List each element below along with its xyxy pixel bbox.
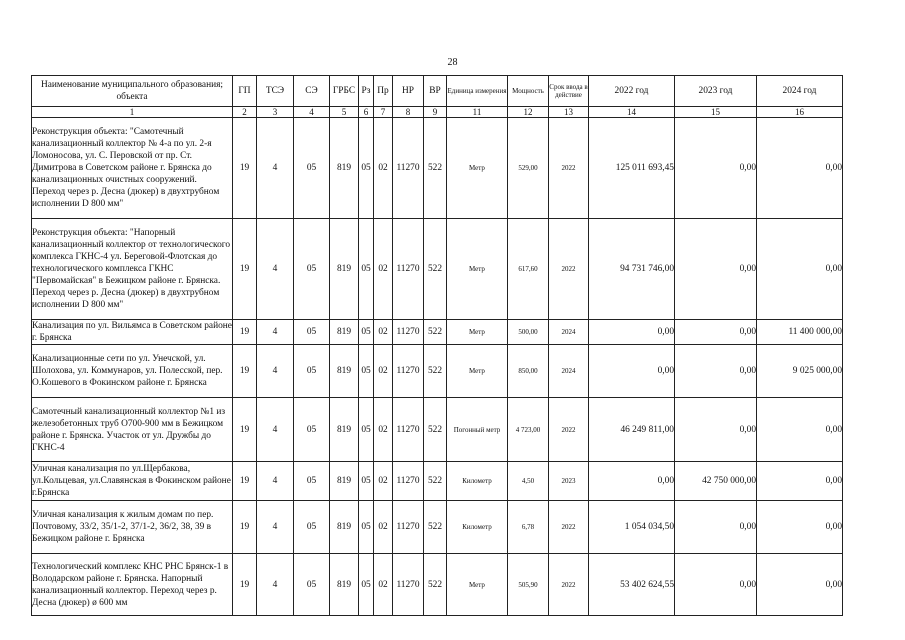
row-nr: 11270 <box>393 462 424 501</box>
table-row <box>32 345 843 398</box>
row-name: Самотечный канализационный коллектор №1 из железобетонных труб О700-900 мм в Бежицком районе г. Брянска. Участок от ул. Дружбы до ГКНС-4 <box>32 398 233 462</box>
col-header-gp: ГП <box>233 76 257 107</box>
row-grbs: 819 <box>330 462 359 501</box>
budget-table <box>31 75 843 616</box>
row-unit: Погонный метр <box>447 398 508 462</box>
column-number: 9 <box>424 107 447 118</box>
column-number: 4 <box>294 107 330 118</box>
column-number: 7 <box>374 107 393 118</box>
row-2024: 0,00 <box>757 554 843 616</box>
row-2023: 0,00 <box>675 219 757 320</box>
col-header-nr: НР <box>393 76 424 107</box>
row-unit: Километр <box>447 462 508 501</box>
col-header-pr: Пр <box>374 76 393 107</box>
row-2022: 0,00 <box>589 345 675 398</box>
row-grbs: 819 <box>330 554 359 616</box>
row-power: 850,00 <box>508 345 549 398</box>
row-grbs: 819 <box>330 118 359 219</box>
row-se: 05 <box>294 320 330 345</box>
row-tse: 4 <box>257 320 294 345</box>
row-2024: 9 025 000,00 <box>757 345 843 398</box>
column-number: 11 <box>447 107 508 118</box>
row-2024: 0,00 <box>757 462 843 501</box>
row-vr: 522 <box>424 554 447 616</box>
row-unit: Метр <box>447 219 508 320</box>
row-tse: 4 <box>257 501 294 554</box>
column-number: 5 <box>330 107 359 118</box>
column-number: 14 <box>589 107 675 118</box>
row-2022: 125 011 693,45 <box>589 118 675 219</box>
row-tse: 4 <box>257 398 294 462</box>
row-tse: 4 <box>257 118 294 219</box>
column-number-row <box>32 107 843 118</box>
table-row <box>32 554 843 616</box>
row-gp: 19 <box>233 501 257 554</box>
row-2024: 0,00 <box>757 118 843 219</box>
row-unit: Километр <box>447 501 508 554</box>
header-row <box>32 76 843 107</box>
row-2023: 42 750 000,00 <box>675 462 757 501</box>
row-gp: 19 <box>233 345 257 398</box>
column-number: 2 <box>233 107 257 118</box>
row-term: 2022 <box>549 118 589 219</box>
row-pr: 02 <box>374 345 393 398</box>
row-2023: 0,00 <box>675 320 757 345</box>
row-vr: 522 <box>424 462 447 501</box>
row-power: 500,00 <box>508 320 549 345</box>
row-vr: 522 <box>424 398 447 462</box>
row-rz: 05 <box>359 345 374 398</box>
row-power: 4,50 <box>508 462 549 501</box>
col-header-unit: Единица измерения <box>447 76 508 107</box>
table-row <box>32 320 843 345</box>
table-row <box>32 398 843 462</box>
row-se: 05 <box>294 219 330 320</box>
col-header-2024: 2024 год <box>757 76 843 107</box>
row-se: 05 <box>294 554 330 616</box>
column-number: 13 <box>549 107 589 118</box>
row-se: 05 <box>294 501 330 554</box>
column-number: 8 <box>393 107 424 118</box>
row-nr: 11270 <box>393 501 424 554</box>
row-unit: Метр <box>447 118 508 219</box>
row-vr: 522 <box>424 219 447 320</box>
row-name: Реконструкция объекта: "Напорный канализационный коллектор от технологического комплекса ГКНС-4 ул. Береговой-Флотская до технологического комплекса ГКНС "Первомайская" в Бежицком районе г. Брянска. Переход через р. Десна (дюкер) в двухтрубном исполнении D 800 мм" <box>32 219 233 320</box>
table-row <box>32 118 843 219</box>
col-header-se: СЭ <box>294 76 330 107</box>
row-term: 2022 <box>549 219 589 320</box>
row-vr: 522 <box>424 501 447 554</box>
col-header-2023: 2023 год <box>675 76 757 107</box>
row-2023: 0,00 <box>675 501 757 554</box>
table-row <box>32 501 843 554</box>
col-header-grbs: ГРБС <box>330 76 359 107</box>
row-nr: 11270 <box>393 219 424 320</box>
row-term: 2024 <box>549 320 589 345</box>
col-header-vr: ВР <box>424 76 447 107</box>
row-name: Уличная канализация по ул.Щербакова, ул.Кольцевая, ул.Славянская в Фокинском районе г.Брянска <box>32 462 233 501</box>
col-header-term: Срок ввода в действие <box>549 76 589 107</box>
row-vr: 522 <box>424 320 447 345</box>
row-term: 2022 <box>549 398 589 462</box>
row-rz: 05 <box>359 118 374 219</box>
row-se: 05 <box>294 398 330 462</box>
row-term: 2023 <box>549 462 589 501</box>
row-power: 6,78 <box>508 501 549 554</box>
column-number: 15 <box>675 107 757 118</box>
row-rz: 05 <box>359 501 374 554</box>
col-header-2022: 2022 год <box>589 76 675 107</box>
row-2024: 0,00 <box>757 501 843 554</box>
row-pr: 02 <box>374 219 393 320</box>
column-number: 12 <box>508 107 549 118</box>
row-tse: 4 <box>257 462 294 501</box>
row-se: 05 <box>294 462 330 501</box>
column-number: 6 <box>359 107 374 118</box>
row-2023: 0,00 <box>675 345 757 398</box>
row-gp: 19 <box>233 398 257 462</box>
row-tse: 4 <box>257 219 294 320</box>
row-nr: 11270 <box>393 320 424 345</box>
row-gp: 19 <box>233 219 257 320</box>
row-pr: 02 <box>374 462 393 501</box>
row-name: Реконструкция объекта: "Самотечный канализационный коллектор № 4-а по ул. 2-я Ломоносова, ул. С. Перовской от пр. Ст. Димитрова в Советском районе г. Брянска до канализационных очистных сооружений. Переход через р. Десна (дюкер) в двухтрубном исполнении D 800 мм" <box>32 118 233 219</box>
row-2023: 0,00 <box>675 118 757 219</box>
row-grbs: 819 <box>330 398 359 462</box>
row-grbs: 819 <box>330 345 359 398</box>
row-pr: 02 <box>374 118 393 219</box>
row-rz: 05 <box>359 462 374 501</box>
column-number: 3 <box>257 107 294 118</box>
row-grbs: 819 <box>330 219 359 320</box>
row-rz: 05 <box>359 320 374 345</box>
row-nr: 11270 <box>393 118 424 219</box>
row-2024: 11 400 000,00 <box>757 320 843 345</box>
row-2022: 1 054 034,50 <box>589 501 675 554</box>
row-tse: 4 <box>257 345 294 398</box>
row-power: 529,00 <box>508 118 549 219</box>
col-header-power: Мощность <box>508 76 549 107</box>
row-power: 4 723,00 <box>508 398 549 462</box>
table-row <box>32 462 843 501</box>
row-name: Канализационные сети по ул. Унечской, ул. Шолохова, ул. Коммунаров, ул. Полесской, пер. О.Кошевого в Фокинском районе г. Брянска <box>32 345 233 398</box>
row-unit: Метр <box>447 554 508 616</box>
row-se: 05 <box>294 118 330 219</box>
row-pr: 02 <box>374 501 393 554</box>
row-2022: 94 731 746,00 <box>589 219 675 320</box>
row-name: Технологический комплекс КНС РНС Брянск-1 в Володарском районе г. Брянска. Напорный канализационный коллектор. Переход через р. Десна (дюкер) ø 600 мм <box>32 554 233 616</box>
row-se: 05 <box>294 345 330 398</box>
column-number: 16 <box>757 107 843 118</box>
row-rz: 05 <box>359 398 374 462</box>
row-rz: 05 <box>359 219 374 320</box>
row-gp: 19 <box>233 320 257 345</box>
col-header-name: Наименование муниципального образования; объекта <box>32 76 233 107</box>
row-2024: 0,00 <box>757 219 843 320</box>
row-2023: 0,00 <box>675 554 757 616</box>
row-nr: 11270 <box>393 345 424 398</box>
row-gp: 19 <box>233 554 257 616</box>
row-gp: 19 <box>233 462 257 501</box>
row-term: 2022 <box>549 554 589 616</box>
row-2022: 53 402 624,55 <box>589 554 675 616</box>
row-grbs: 819 <box>330 320 359 345</box>
row-term: 2022 <box>549 501 589 554</box>
row-2022: 0,00 <box>589 320 675 345</box>
row-2024: 0,00 <box>757 398 843 462</box>
row-vr: 522 <box>424 118 447 219</box>
row-name: Канализация по ул. Вильямса в Советском районе г. Брянска <box>32 321 232 343</box>
row-power: 617,60 <box>508 219 549 320</box>
row-unit: Метр <box>447 345 508 398</box>
col-header-tse: ТСЭ <box>257 76 294 107</box>
col-header-rz: Рз <box>359 76 374 107</box>
row-pr: 02 <box>374 554 393 616</box>
row-nr: 11270 <box>393 398 424 462</box>
row-pr: 02 <box>374 398 393 462</box>
row-unit: Метр <box>447 320 508 345</box>
row-name: Уличная канализация к жилым домам по пер. Почтовому, 33/2, 35/1-2, 37/1-2, 36/2, 38, 39 в Бежицком районе г. Брянска <box>32 501 233 554</box>
column-number: 1 <box>32 107 233 118</box>
row-tse: 4 <box>257 554 294 616</box>
row-gp: 19 <box>233 118 257 219</box>
row-term: 2024 <box>549 345 589 398</box>
row-2023: 0,00 <box>675 398 757 462</box>
row-2022: 46 249 811,00 <box>589 398 675 462</box>
table-row <box>32 219 843 320</box>
row-nr: 11270 <box>393 554 424 616</box>
row-grbs: 819 <box>330 501 359 554</box>
page-number: 28 <box>447 57 458 68</box>
row-pr: 02 <box>374 320 393 345</box>
row-vr: 522 <box>424 345 447 398</box>
row-rz: 05 <box>359 554 374 616</box>
row-2022: 0,00 <box>589 462 675 501</box>
row-power: 505,90 <box>508 554 549 616</box>
